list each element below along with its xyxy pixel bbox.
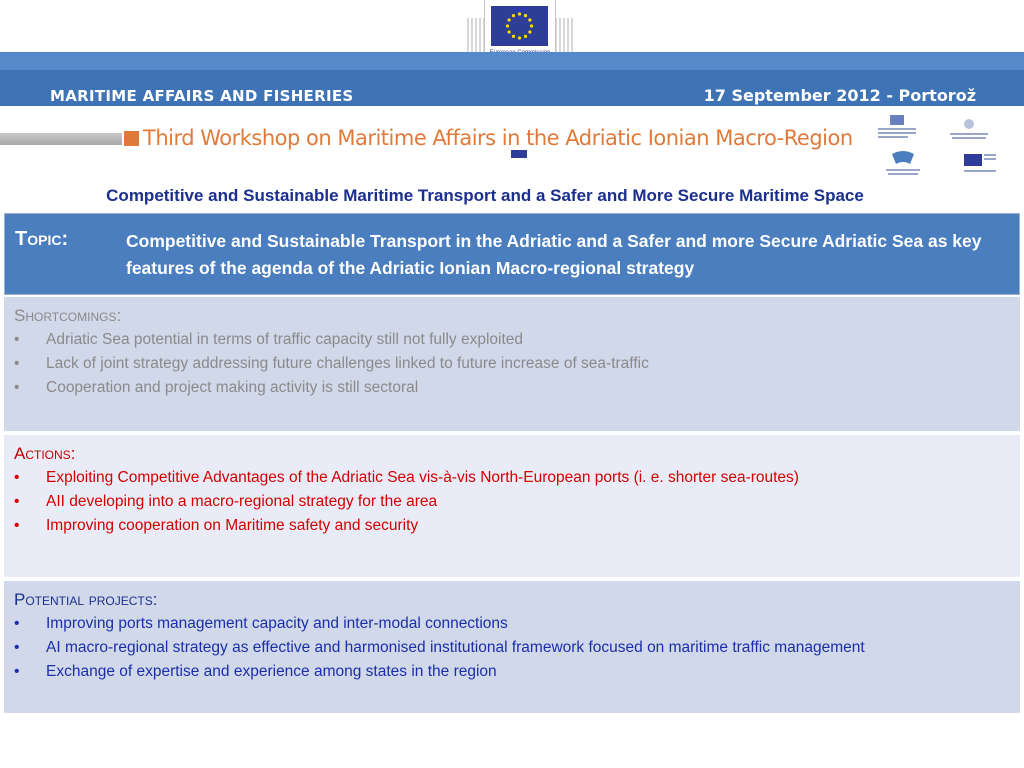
topic-text: Competitive and Sustainable Transport in the Adriatic and a Safer and more Secure Adriatic Sea as key features of the agenda of the Adriatic Ionian Macro-regional strategy: [126, 231, 982, 278]
shortcomings-panel: [4, 297, 1020, 433]
eu-flag-icon: [491, 6, 548, 46]
actions-heading: Actions:: [14, 444, 76, 463]
topic-panel: [4, 213, 1020, 295]
list-item: • AI macro-regional strategy as effective and harmonised institutional framework focused on maritime traffic management: [14, 636, 865, 660]
actions-list: [14, 466, 799, 538]
shortcomings-heading: Shortcomings:: [14, 306, 122, 325]
small-eu-flag-icon: [511, 150, 527, 158]
list-item: • Lack of joint strategy addressing future challenges linked to future increase of sea-traffic: [14, 352, 649, 376]
partner-flag-logo: [960, 152, 998, 180]
region-partner-logo: [884, 150, 922, 178]
building-graphic-left: [467, 18, 485, 52]
actions-panel: [4, 435, 1020, 579]
list-item: • Exchange of expertise and experience among states in the region: [14, 660, 865, 684]
slide-subtitle: Competitive and Sustainable Maritime Transport and a Safer and More Secure Maritime Space: [106, 186, 864, 205]
building-graphic-right: [555, 18, 573, 52]
list-item: • Exploiting Competitive Advantages of the Adriatic Sea vis-à-vis North-European ports (i. e. shorter sea-routes): [14, 466, 799, 490]
slovenia-ministry-logo: [878, 115, 916, 143]
shortcomings-list: [14, 328, 649, 400]
title-square-marker: [124, 131, 139, 146]
projects-list: [14, 612, 865, 684]
list-item: • Improving cooperation on Maritime safety and security: [14, 514, 799, 538]
topic-label: Topic:: [15, 228, 69, 250]
projects-heading: Potential projects:: [14, 590, 158, 609]
department-title: MARITIME AFFAIRS AND FISHERIES: [50, 87, 354, 105]
partner-institute-logo: [950, 118, 988, 146]
potential-projects-panel: [4, 581, 1020, 713]
list-item: • Cooperation and project making activity is still sectoral: [14, 376, 649, 400]
list-item: • AII developing into a macro-regional strategy for the area: [14, 490, 799, 514]
list-item: • Improving ports management capacity and inter-modal connections: [14, 612, 865, 636]
workshop-title: Third Workshop on Maritime Affairs in the Adriatic Ionian Macro-Region: [143, 126, 853, 150]
title-rule: [0, 133, 122, 145]
list-item: • Adriatic Sea potential in terms of traffic capacity still not fully exploited: [14, 328, 649, 352]
event-date-location: 17 September 2012 - Portorož: [703, 86, 976, 105]
